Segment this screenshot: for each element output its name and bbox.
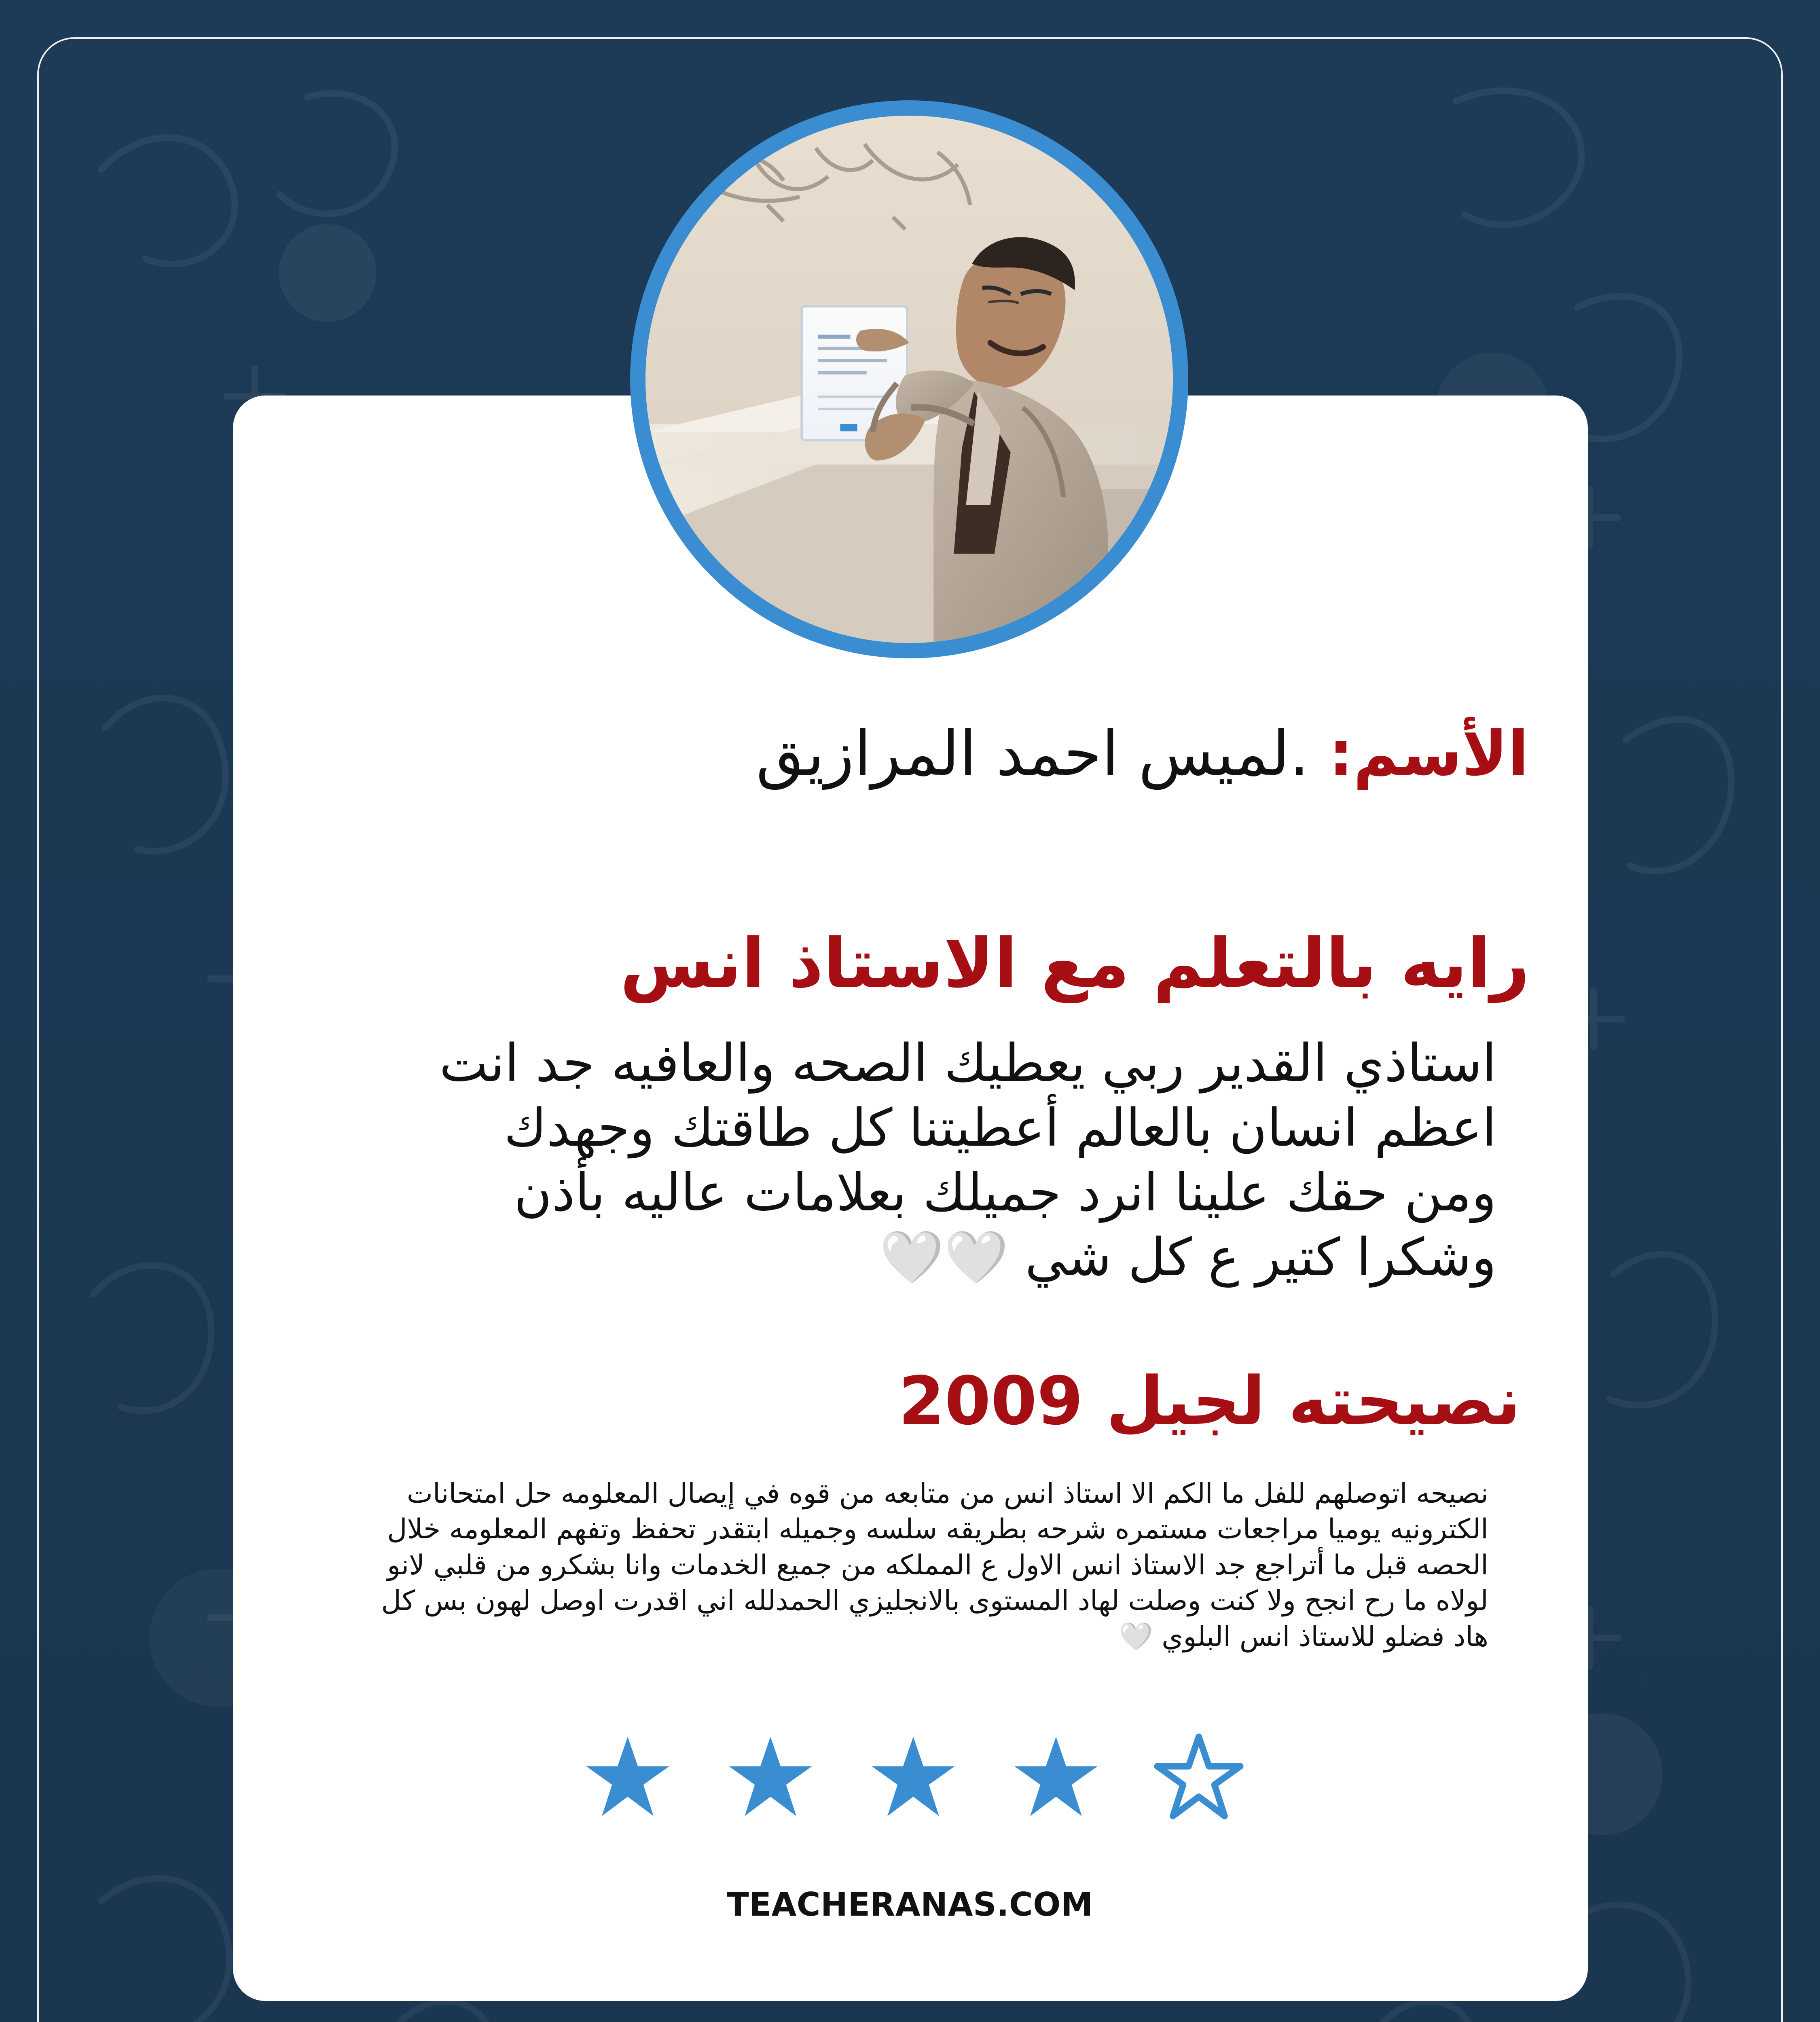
rating-stars (582, 1731, 1245, 1824)
profile-photo-illustration (645, 116, 1173, 643)
profile-photo (645, 116, 1173, 643)
student-name-row (631, 720, 1529, 809)
star-outline-icon (1153, 1731, 1245, 1823)
profile-photo-frame (630, 100, 1188, 658)
star-icon (1010, 1731, 1102, 1823)
review-title: رايه بالتعلم مع الاستاذ انس (620, 924, 1530, 1003)
advice-body: نصيحه اتوصلهم للفل ما الكم الا استاذ انس من متابعه من قوه في إيصال المعلومه حل امتحانات الكترونيه يوميا مراجعات مستمره شرحه بطريقه سلسه وجميله ابتقدر تحفظ وتفهم المعلومه خلال الحصه قبل ما أتراجع جد الاستاذ انس الاول ع المملكه من جميع الخدمات وانا بشكرو من قلبي لانو لولاه ما رح انجح ولا كنت وصلت لهاد المستوى بالانجليزي الحمدلله اني اقدرت اوصل لهون بس كل هاد فضلو للاستاذ انس البلوي 🤍 (381, 1478, 1488, 1653)
website-url: TEACHERANAS.COM (727, 1886, 1093, 1923)
review-body: استاذي القدير ربي يعطيك الصحه والعافيه جد انت اعظم انسان بالعالم أعطيتنا كل طاقتك وجهدك ومن حقك علينا انرد جميلك بعلامات عاليه بأذن وشكرا كتير ع كل شي 🤍🤍 (439, 1033, 1496, 1288)
student-name: .لميس احمد المرازيق (756, 718, 1309, 789)
star-icon (582, 1731, 674, 1823)
advice-title: نصيحته لجيل 2009 (898, 1362, 1521, 1440)
name-label: الأسم: (1329, 718, 1529, 789)
star-icon (867, 1731, 959, 1823)
star-icon (724, 1731, 817, 1823)
